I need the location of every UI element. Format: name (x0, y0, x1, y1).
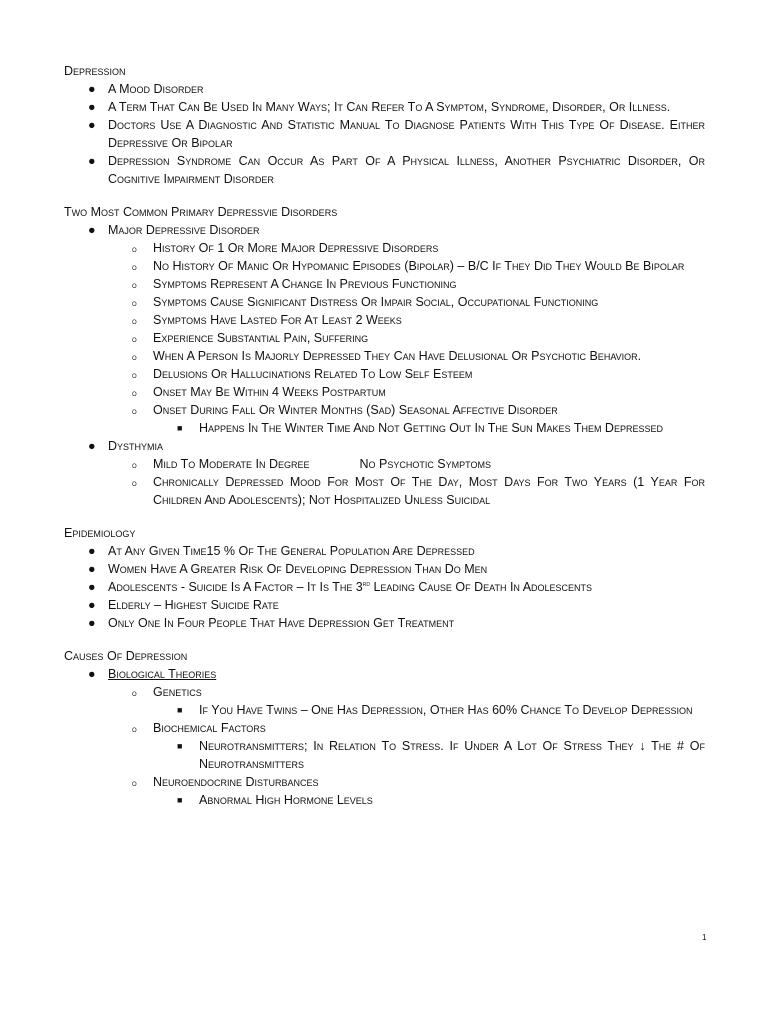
document-page (64, 62, 705, 809)
depression-list (64, 80, 705, 188)
square-bullet-icon: ■ (177, 705, 183, 715)
circle-bullet-icon: o (132, 334, 137, 344)
bullet-icon: ● (88, 223, 96, 237)
list-item-major: ● Major Depressive Disorder (88, 223, 260, 237)
list-item: ● Doctors Use A Diagnostic And Statistic Manual To Diagnose Patients With This Type Of Disease. Either Depressive Or Bipolar (88, 118, 705, 150)
circle-bullet-icon: o (132, 688, 137, 698)
list-item: ● At Any Given Time15 % Of The General Population Are Depressed (88, 544, 475, 558)
sub-list-item: o Delusions Or Hallucinations Related To Low Self Esteem (64, 365, 705, 383)
sub-list-item: o Neuroendocrine Disturbances (64, 773, 705, 791)
sub-sub-list-item: ■ If You Have Twins – One Has Depression, Other Has 60% Chance To Develop Depression (177, 703, 693, 717)
list-item: ● Elderly – Highest Suicide Rate (88, 598, 279, 612)
list-item: ● Depression Syndrome Can Occur As Part Of A Physical Illness, Another Psychiatric Disorder, Or Cognitive Impairment Disorder (88, 154, 705, 186)
bullet-icon: ● (88, 154, 96, 168)
list-item-dysthymia: ● Dysthymia (88, 439, 164, 453)
sub-list-item: o Chronically Depressed Mood For Most Of The Day, Most Days For Two Years (1 Year For Children And Adolescents); Not Hospitalized Unless Suicidal (132, 475, 705, 507)
sub-sub-list-item: ■ Abnormal High Hormone Levels (177, 793, 373, 807)
circle-bullet-icon: o (132, 352, 137, 362)
circle-bullet-icon: o (132, 298, 137, 308)
square-bullet-icon: ■ (177, 741, 183, 751)
bullet-icon: ● (88, 544, 96, 558)
list-item-biological: ● Biological Theories (88, 667, 217, 681)
bullet-icon: ● (88, 598, 96, 612)
circle-bullet-icon: o (132, 388, 137, 398)
bullet-icon: ● (88, 82, 96, 96)
circle-bullet-icon: o (132, 460, 137, 470)
circle-bullet-icon: o (132, 478, 137, 488)
sub-list-item: o Onset During Fall Or Winter Months (Sad) Seasonal Affective Disorder (64, 401, 705, 419)
list-item: ● Only One In Four People That Have Depression Get Treatment (88, 616, 455, 630)
sub-list-item: o Biochemical Factors (64, 719, 705, 737)
section-heading-disorders: Two Most Common Primary Depressvie Disorders (64, 205, 338, 219)
bullet-icon: ● (88, 439, 96, 453)
sub-list-item: o Onset May Be Within 4 Weeks Postpartum (64, 383, 705, 401)
list-item: ● Adolescents - Suicide Is A Factor – It Is The 3rd Leading Cause Of Death In Adolescents (88, 580, 593, 594)
sub-sub-list-item: ■ Happens In The Winter Time And Not Getting Out In The Sun Makes Them Depressed (177, 421, 663, 435)
disorders-list (64, 221, 705, 509)
circle-bullet-icon: o (132, 370, 137, 380)
circle-bullet-icon: o (132, 778, 137, 788)
bullet-icon: ● (88, 100, 96, 114)
circle-bullet-icon: o (132, 724, 137, 734)
list-item: ● A Term That Can Be Used In Many Ways; It Can Refer To A Symptom, Syndrome, Disorder, Or Illness. (88, 100, 671, 114)
bullet-icon: ● (88, 118, 96, 132)
circle-bullet-icon: o (132, 262, 137, 272)
epidemiology-list (64, 542, 705, 632)
bullet-icon: ● (88, 667, 96, 681)
square-bullet-icon: ■ (177, 423, 183, 433)
circle-bullet-icon: o (132, 244, 137, 254)
square-bullet-icon: ■ (177, 795, 183, 805)
sub-list-item: o Genetics (64, 683, 705, 701)
bullet-icon: ● (88, 580, 96, 594)
circle-bullet-icon: o (132, 316, 137, 326)
circle-bullet-icon: o (132, 406, 137, 416)
section-heading-depression: Depression (64, 64, 126, 78)
sub-sub-list-item: ■ Neurotransmitters; In Relation To Stress. If Under A Lot Of Stress They ↓ The # Of Neurotransmitters (177, 739, 705, 771)
section-heading-epidemiology: Epidemiology (64, 526, 136, 540)
list-item: ● A Mood Disorder (88, 82, 204, 96)
list-item: ● Women Have A Greater Risk Of Developing Depression Than Do Men (88, 562, 488, 576)
sub-list-item: o Symptoms Have Lasted For At Least 2 Weeks (64, 311, 705, 329)
bullet-icon: ● (88, 562, 96, 576)
section-heading-causes: Causes Of Depression (64, 649, 188, 663)
sub-list-item: o Mild To Moderate In Degree No Psychotic Symptoms (64, 455, 705, 473)
sub-list-item: o Symptoms Represent A Change In Previous Functioning (64, 275, 705, 293)
sub-list-item: o Experience Substantial Pain, Suffering (64, 329, 705, 347)
causes-list (64, 665, 705, 809)
bullet-icon: ● (88, 616, 96, 630)
circle-bullet-icon: o (132, 280, 137, 290)
sub-list-item: o No History Of Manic Or Hypomanic Episodes (Bipolar) – B/C If They Did They Would Be Bipolar (64, 257, 705, 275)
page-number: 1 (702, 933, 707, 942)
sub-list-item: o Symptoms Cause Significant Distress Or Impair Social, Occupational Functioning (64, 293, 705, 311)
sub-list-item: o When A Person Is Majorly Depressed They Can Have Delusional Or Psychotic Behavior. (64, 347, 705, 365)
sub-list-item: o History Of 1 Or More Major Depressive Disorders (64, 239, 705, 257)
down-arrow-icon: ↓ (639, 739, 646, 753)
